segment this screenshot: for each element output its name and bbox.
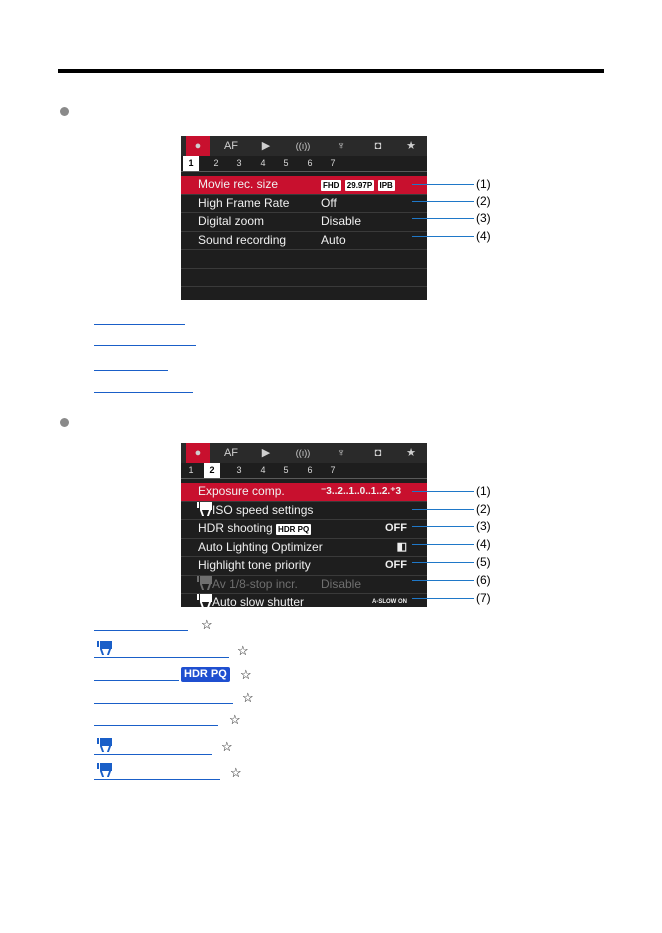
tab-setup[interactable]: ♆ xyxy=(336,140,346,152)
subtab-3[interactable]: 3 xyxy=(236,465,242,475)
movie-icon xyxy=(194,576,212,590)
star-icon: ☆ xyxy=(237,643,249,658)
menu-row-digital-zoom[interactable] xyxy=(181,213,427,232)
callout-line-4 xyxy=(412,544,474,545)
tab-af[interactable]: AF xyxy=(223,447,239,459)
link-hdr-shooting[interactable] xyxy=(94,666,179,681)
menu-row-highlight-tone[interactable] xyxy=(181,557,427,576)
tab-shooting[interactable] xyxy=(186,443,210,463)
callout-line-4 xyxy=(412,236,474,237)
subtab-5[interactable]: 5 xyxy=(283,158,289,168)
star-icon: ☆ xyxy=(242,690,254,705)
fhd-badge: FHD xyxy=(323,181,340,190)
row-value: OFF xyxy=(385,559,407,571)
camera-screen-1 xyxy=(181,136,427,300)
subtab-3[interactable]: 3 xyxy=(236,158,242,168)
callout-num-1: (1) xyxy=(476,177,491,191)
menu-row-empty xyxy=(181,287,427,305)
tab-wireless[interactable]: ((ı)) xyxy=(295,448,311,458)
star-icon: ☆ xyxy=(230,765,242,780)
hdr-pq-badge: HDR PQ xyxy=(181,667,230,682)
subtab-6[interactable]: 6 xyxy=(307,158,313,168)
link-sound-recording[interactable] xyxy=(94,381,193,393)
subtab-2[interactable]: 2 xyxy=(204,463,220,478)
row-label: Movie rec. size xyxy=(198,177,279,191)
row-label: ISO speed settings xyxy=(194,502,313,519)
menu-row-empty xyxy=(181,250,427,269)
callout-num-1: (1) xyxy=(476,484,491,498)
menu-row-high-frame-rate[interactable] xyxy=(181,195,427,214)
row-label: Av 1/8-stop incr. xyxy=(194,576,298,593)
exposure-scale: ⁻3..2..1..0..1..2.⁺3 xyxy=(321,486,402,497)
callout-line-1 xyxy=(412,491,474,492)
star-icon: ☆ xyxy=(221,739,233,754)
row-value xyxy=(321,176,395,193)
row-label: Auto Lighting Optimizer xyxy=(198,539,323,554)
menu-tabs xyxy=(181,443,427,463)
callout-line-6 xyxy=(412,580,474,581)
callout-num-3: (3) xyxy=(476,519,491,533)
subtab-7[interactable]: 7 xyxy=(330,465,336,475)
callout-num-7: (7) xyxy=(476,591,491,605)
hdr-pq-badge: HDR PQ xyxy=(278,525,310,534)
link-av-stop[interactable] xyxy=(94,738,212,755)
callout-line-7 xyxy=(412,598,474,599)
tab-custom[interactable]: ◘ xyxy=(374,447,382,459)
menu-row-auto-lighting[interactable] xyxy=(181,539,427,558)
tab-playback[interactable]: ▶ xyxy=(261,140,271,152)
row-value: Auto xyxy=(321,232,346,247)
tab-wireless[interactable]: ((ı)) xyxy=(295,141,311,151)
star-icon: ☆ xyxy=(229,712,241,727)
link-iso-speed[interactable] xyxy=(94,641,229,658)
menu-tabs xyxy=(181,136,427,156)
fps-badge: 29.97P xyxy=(346,181,373,190)
bullet-2 xyxy=(60,418,69,427)
subtab-4[interactable]: 4 xyxy=(260,158,266,168)
callout-line-2 xyxy=(412,201,474,202)
callout-num-2: (2) xyxy=(476,194,491,208)
row-label: High Frame Rate xyxy=(198,195,290,210)
subtab-6[interactable]: 6 xyxy=(307,465,313,475)
callout-line-2 xyxy=(412,509,474,510)
row-value: Off xyxy=(321,195,337,210)
callout-line-3 xyxy=(412,526,474,527)
row-label: Digital zoom xyxy=(198,214,265,228)
link-highlight-tone[interactable] xyxy=(94,714,218,726)
callout-line-1 xyxy=(412,184,474,185)
row-value: Disable xyxy=(321,576,362,591)
tab-playback[interactable]: ▶ xyxy=(261,447,271,459)
callout-num-4: (4) xyxy=(476,229,491,243)
link-movie-rec-size[interactable] xyxy=(94,313,185,325)
menu-subtabs xyxy=(181,156,427,172)
callout-line-5 xyxy=(412,562,474,563)
menu-row-av-stop[interactable] xyxy=(181,576,427,595)
callout-num-4: (4) xyxy=(476,537,491,551)
menu-row-auto-slow-shutter[interactable] xyxy=(181,594,427,612)
row-label: Highlight tone priority xyxy=(198,558,311,572)
tab-shooting[interactable] xyxy=(186,136,210,156)
callout-num-2: (2) xyxy=(476,502,491,516)
tab-custom[interactable]: ◘ xyxy=(374,140,382,152)
callout-num-6: (6) xyxy=(476,573,491,587)
movie-icon xyxy=(94,738,112,752)
row-label: Exposure comp. xyxy=(198,484,285,498)
row-label: Sound recording xyxy=(198,232,287,247)
callout-line-3 xyxy=(412,218,474,219)
movie-icon xyxy=(94,641,112,655)
subtab-2[interactable]: 2 xyxy=(213,158,219,168)
menu-row-iso-speed[interactable] xyxy=(181,502,427,521)
menu-row-exposure-comp[interactable] xyxy=(181,483,427,502)
camera-screen-2 xyxy=(181,443,427,607)
subtab-1[interactable]: 1 xyxy=(183,156,199,171)
ipb-badge: IPB xyxy=(379,181,393,190)
slow-shutter-icon: A-SLOW ON xyxy=(372,599,407,605)
row-label: HDR shooting HDR PQ xyxy=(198,521,310,535)
link-auto-slow-shutter[interactable] xyxy=(94,763,220,780)
subtab-5[interactable]: 5 xyxy=(283,465,289,475)
menu-subtabs xyxy=(181,463,427,479)
tab-mymenu[interactable]: ★ xyxy=(406,447,416,459)
alo-icon: ◧ xyxy=(396,540,407,553)
link-digital-zoom[interactable] xyxy=(94,359,168,371)
camera-icon: ● xyxy=(194,447,202,459)
bullet-1 xyxy=(60,107,69,116)
link-exposure-comp[interactable] xyxy=(94,619,188,631)
callout-num-5: (5) xyxy=(476,555,491,569)
subtab-4[interactable]: 4 xyxy=(260,465,266,475)
tab-mymenu[interactable]: ★ xyxy=(406,140,416,152)
row-label: Auto slow shutter xyxy=(194,594,304,611)
movie-icon xyxy=(194,502,212,516)
star-icon: ☆ xyxy=(201,617,213,632)
menu-row-empty xyxy=(181,269,427,288)
callout-num-3: (3) xyxy=(476,211,491,225)
star-icon: ☆ xyxy=(240,667,252,682)
link-high-frame-rate[interactable] xyxy=(94,334,196,346)
camera-icon: ● xyxy=(194,140,202,152)
menu-row-movie-rec-size[interactable] xyxy=(181,176,427,195)
movie-icon xyxy=(194,594,212,608)
menu-row-sound-recording[interactable] xyxy=(181,232,427,251)
tab-setup[interactable]: ♆ xyxy=(336,447,346,459)
title-rule xyxy=(58,69,604,73)
tab-af[interactable]: AF xyxy=(223,140,239,152)
subtab-1[interactable]: 1 xyxy=(188,465,194,475)
row-value: OFF xyxy=(385,522,407,534)
subtab-7[interactable]: 7 xyxy=(330,158,336,168)
row-value: Disable xyxy=(321,214,362,228)
menu-row-hdr-shooting[interactable] xyxy=(181,520,427,539)
movie-icon xyxy=(94,763,112,777)
link-auto-lighting[interactable] xyxy=(94,692,233,704)
